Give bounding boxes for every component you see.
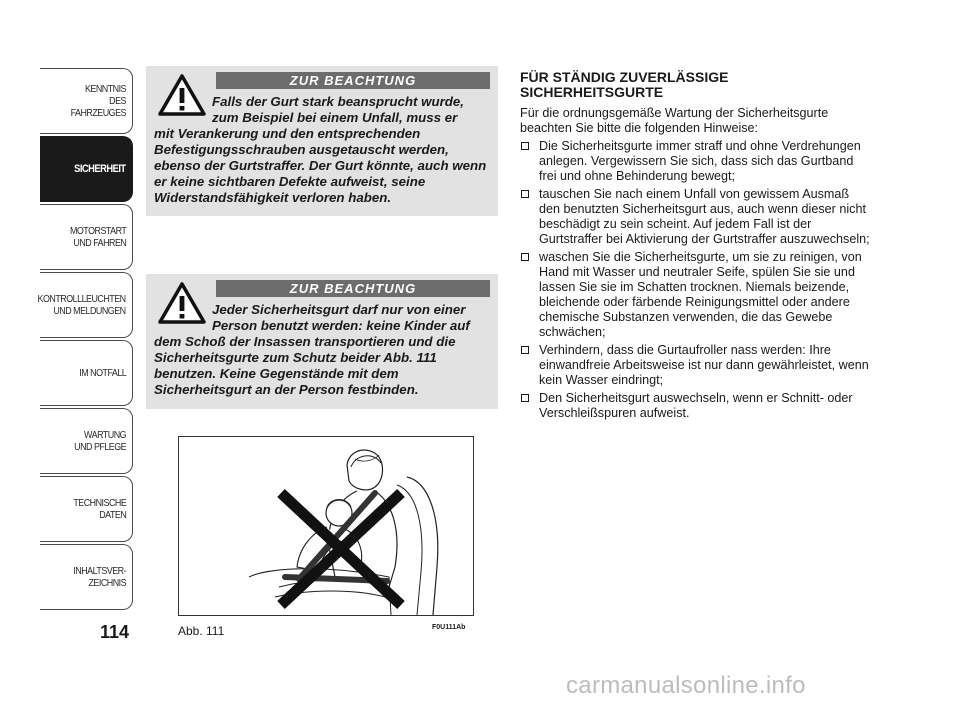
list-item [520,187,872,247]
warning-title: ZUR BEACHTUNG [216,280,490,297]
tab-inhaltsverzeichnis[interactable] [40,544,133,610]
figure-caption: Abb. 111 [178,624,225,638]
watermark: carmanualsonline.info [566,672,806,699]
tab-label: INHALTSVER- ZEICHNIS [73,565,126,589]
page-number: 114 [100,622,130,642]
tab-motorstart[interactable] [40,204,133,270]
tab-im-notfall[interactable] [40,340,133,406]
warning-text-rest: mit Verankerung und den entsprechenden Befestigungsschrauben ausgetauscht werden, ebenso der Gurtstraffer. Der Gurt könnte, auch wenn er keine sichtbaren Defekte aufweist, seine Widerstandsfähigkeit verloren haben. [154,126,487,205]
warning-triangle-icon [158,74,206,116]
tab-technische-daten[interactable] [40,476,133,542]
tab-label: SICHERHEIT [74,163,126,175]
list-item [520,343,872,388]
illustration-child-on-lap [179,437,473,615]
checkbox-bullet-icon [521,142,529,150]
figure-abb-111 [178,436,474,616]
checkbox-bullet-icon [521,253,529,261]
list-item-text: Die Sicherheitsgurte immer straff und ohne Verdrehungen anlegen. Vergewissern Sie sich, dass sich das Gurtband frei und ohne Behinderung bewegt; [539,139,861,183]
list-item-text: Den Sicherheitsgurt auswechseln, wenn er Schnitt- oder Verschleißspuren aufweist. [539,391,853,420]
list-item-text: waschen Sie die Sicherheitsgurte, um sie zu reinigen, von Hand mit Wasser und neutraler Seife, spülen Sie sie und lassen Sie sie im Schatten trocknen. Niemals beizende, bleichende oder färbende Reinigungsmittel oder andere chemische Substanzen verwenden, die das Gewebe schwächen; [539,250,862,339]
tab-label: WARTUNG UND PFLEGE [74,429,126,453]
list-item [520,139,872,184]
checkbox-bullet-icon [521,190,529,198]
tab-kontrollleuchten[interactable] [37,272,133,338]
checkbox-bullet-icon [521,346,529,354]
tab-sicherheit[interactable] [40,136,133,202]
tab-label: TECHNISCHE DATEN [73,497,126,521]
list-item-text: tauschen Sie nach einem Unfall von gewissem Ausmaß den benutzten Sicherheitsgurt aus, auch wenn dieser nicht beschädigt zu sein scheint. Auf jedem Fall ist der Gurtstraffer bei Aktivierung der Gurtstraffer auszuwechseln; [539,187,870,246]
checkbox-bullet-icon [521,394,529,402]
warning-box-2 [146,274,498,409]
tab-label: KONTROLLLEUCHTEN UND MELDUNGEN [37,293,126,317]
tab-label: IM NOTFALL [79,367,126,379]
section-heading: FÜR STÄNDIG ZUVERLÄSSIGE SICHERHEITSGURTE [520,69,729,100]
list-item-text: Verhindern, dass die Gurtaufroller nass werden: Ihre einwandfreie Arbeitsweise ist nur dann gewährleistet, wenn kein Wasser eindringt; [539,343,869,387]
figure-code: F0U111Ab [432,624,466,631]
list-item [520,250,872,340]
warning-box-1 [146,66,498,216]
tab-label: KENNTNIS DES FAHRZEUGES [70,83,126,119]
warning-triangle-icon [158,282,206,324]
warning-text-first: Jeder Sicherheitsgurt darf nur von einer Person benutzt werden: keine Kinder auf [212,302,470,333]
section-content [520,70,872,424]
warning-title: ZUR BEACHTUNG [216,72,490,89]
tab-label: MOTORSTART UND FAHREN [69,225,126,249]
list-item [520,391,872,421]
warning-text-first: Falls der Gurt stark beansprucht wurde, zum Beispiel bei einem Unfall, muss er [212,94,464,125]
section-intro: Für die ordnungsgemäße Wartung der Sicherheitsgurte beachten Sie bitte die folgenden Hinweise: [520,106,829,135]
maintenance-list [520,139,872,421]
tab-kenntnis[interactable] [40,68,133,134]
tab-wartung[interactable] [40,408,133,474]
warning-text-rest: dem Schoß der Insassen transportieren und die Sicherheitsgurte zum Schutz beider Abb. 111 benutzen. Keine Gegenstände mit dem Sicherheitsgurt an der Person festbinden. [154,334,456,397]
